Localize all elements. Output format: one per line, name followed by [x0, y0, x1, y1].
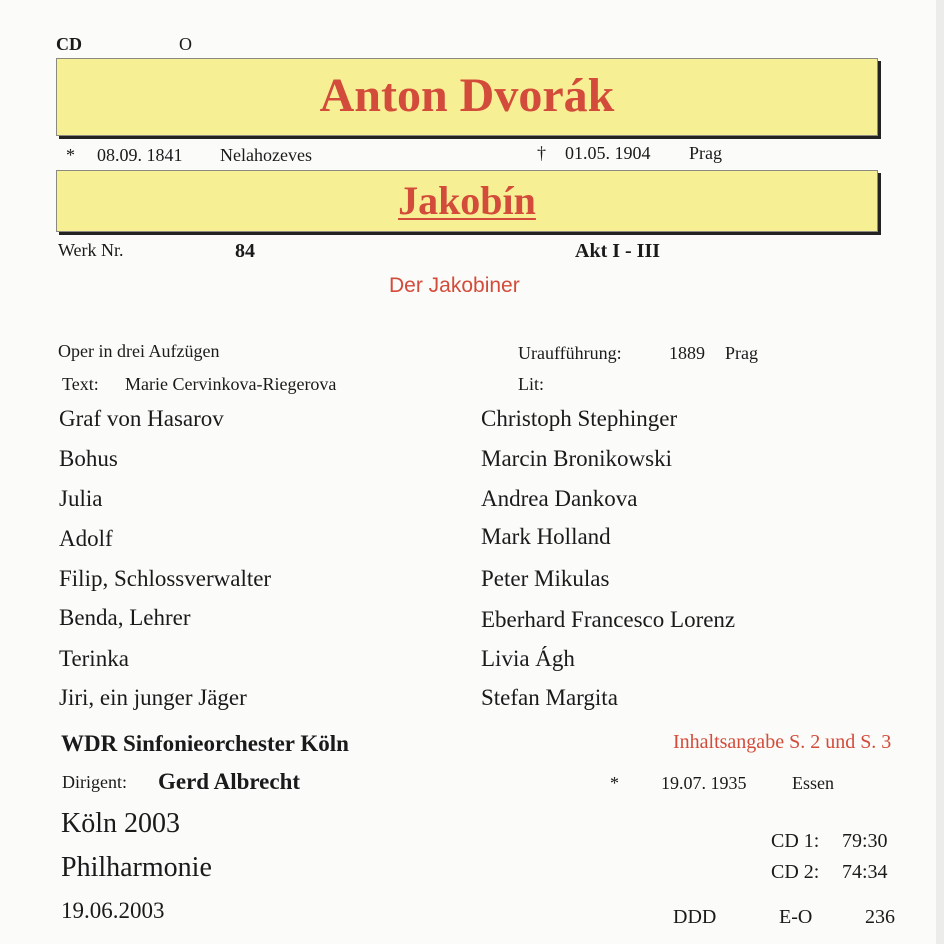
catalog-prefix: E-O [779, 906, 813, 928]
cast-singer: Stefan Margita [481, 685, 618, 710]
cast-singer: Peter Mikulas [481, 566, 610, 591]
cd1-time: 79:30 [842, 830, 888, 852]
werk-number: 84 [235, 240, 255, 262]
recording-date: 19.06.2003 [61, 898, 165, 923]
cast-singer: Eberhard Francesco Lorenz [481, 607, 736, 632]
page-edge [936, 0, 944, 944]
cd2-time: 74:34 [842, 861, 888, 883]
conductor-birth-symbol: * [610, 773, 619, 793]
cast-singer: Marcin Bronikowski [481, 446, 673, 471]
birth-date: 08.09. 1841 [97, 145, 183, 165]
cast-singer: Christoph Stephinger [481, 406, 678, 431]
lit-label: Lit: [518, 374, 544, 394]
cast-singer: Andrea Dankova [481, 486, 638, 511]
synopsis-note: Inhaltsangabe S. 2 und S. 3 [673, 731, 892, 753]
text-label: Text: [62, 374, 99, 394]
cast-role: Julia [59, 486, 103, 511]
format-marker: O [179, 34, 192, 54]
opera-banner [56, 170, 878, 232]
german-title: Der Jakobiner [389, 274, 520, 297]
recording-code: DDD [673, 906, 717, 928]
composer-banner [56, 58, 878, 136]
cast-role: Filip, Schlossverwalter [59, 566, 272, 591]
birth-place: Nelahozeves [220, 145, 312, 165]
cast-role: Adolf [59, 526, 113, 551]
cd2-label: CD 2: [771, 861, 820, 883]
premiere-place: Prag [725, 343, 758, 363]
acts: Akt I - III [575, 240, 661, 262]
death-date: 01.05. 1904 [565, 143, 651, 163]
death-symbol: † [537, 143, 546, 163]
death-place: Prag [689, 143, 722, 163]
premiere-year: 1889 [669, 343, 705, 363]
orchestra: WDR Sinfonieorchester Köln [61, 731, 349, 756]
cast-role: Benda, Lehrer [59, 605, 191, 630]
catalog-number: 236 [865, 906, 895, 928]
birth-symbol: * [66, 145, 75, 165]
conductor-name: Gerd Albrecht [158, 769, 301, 794]
cd1-label: CD 1: [771, 830, 820, 852]
conductor-label: Dirigent: [62, 772, 127, 792]
cast-role: Graf von Hasarov [59, 406, 224, 431]
premiere-label: Uraufführung: [518, 343, 622, 363]
conductor-birth-place: Essen [792, 773, 834, 793]
werk-label: Werk Nr. [58, 240, 124, 260]
genre: Oper in drei Aufzügen [58, 341, 220, 361]
cast-role: Bohus [59, 446, 118, 471]
venue: Philharmonie [61, 852, 212, 883]
cast-singer: Mark Holland [481, 524, 611, 549]
conductor-birth-date: 19.07. 1935 [661, 773, 747, 793]
librettist: Marie Cervinkova-Riegerova [125, 374, 337, 394]
opera-title: Jakobín [398, 178, 536, 223]
format-label: CD [56, 34, 82, 54]
cast-role: Terinka [59, 646, 129, 671]
city-year: Köln 2003 [61, 808, 180, 839]
composer-name: Anton Dvorák [319, 69, 615, 122]
cast-role: Jiri, ein junger Jäger [59, 685, 247, 710]
cast-singer: Livia Ágh [481, 646, 575, 671]
